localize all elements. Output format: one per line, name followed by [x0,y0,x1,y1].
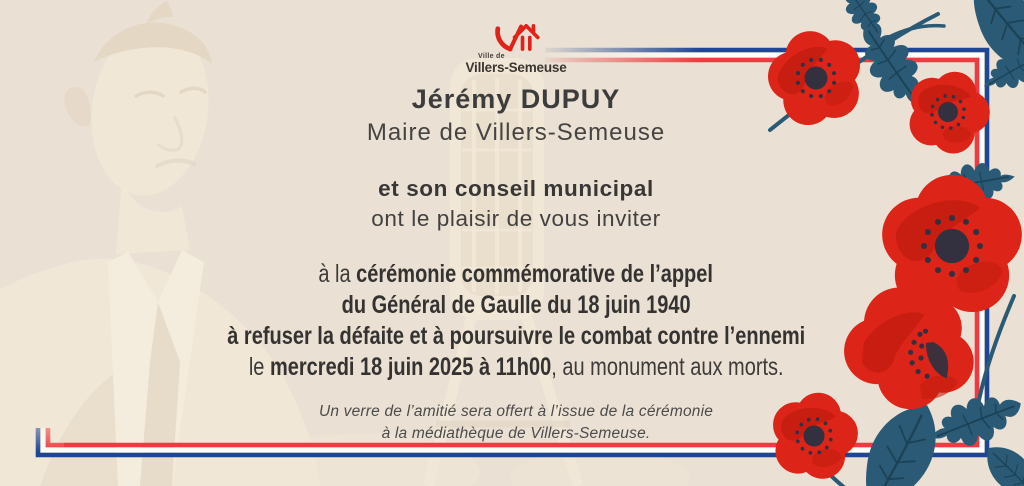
intro-line-2: ont le plaisir de vous inviter [371,206,661,231]
closing-note [8,401,1024,444]
logo-city-label: Villers-Semeuse [465,60,567,75]
villers-semeuse-logo [456,20,576,75]
event-line-1: à la cérémonie commémorative de l’appel [318,260,714,288]
closing-line-1: Un verre de l’amitié sera offert à l’issue de la cérémonie [318,403,714,420]
event-line-2: du Général de Gaulle du 18 juin 1940 [341,291,691,319]
event-line-3: à refuser la défaite et à poursuivre le combat contre l’ennemi [227,322,805,350]
invitation-content [8,0,1024,444]
logo-city-small-label: Ville de [478,53,505,60]
intro-line-1: et son conseil municipal [378,176,654,201]
mayor-name: Jérémy DUPUY [411,84,621,114]
event-details [8,259,1024,383]
mayor-title: Maire de Villers-Semeuse [366,119,666,146]
house-check-logo-icon [487,20,545,52]
closing-line-2: à la médiathèque de Villers-Semeuse. [381,424,651,442]
intro-lines [8,174,1024,234]
event-line-4: le mercredi 18 juin 2025 à 11h00, au monument aux morts. [248,353,784,381]
